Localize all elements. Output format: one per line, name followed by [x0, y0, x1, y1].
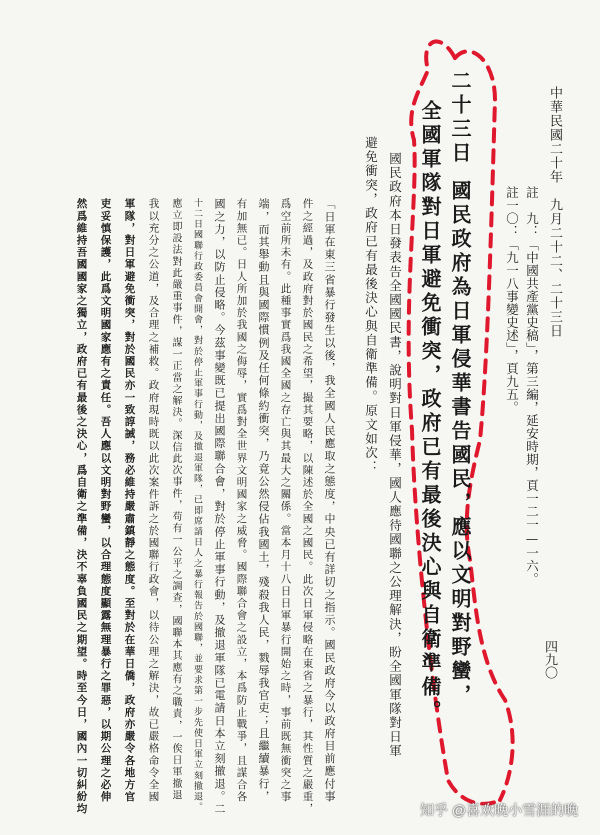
footnote-9: 註 九：「中國共產黨史稿」，第三編，延安時期，頁一二一—一六。 [524, 186, 540, 586]
page-number: 四九〇 [542, 640, 557, 679]
intro-line-2: 避免衝突，政府已有最後決心與自衛準備。原文如次： [363, 136, 379, 475]
footnote-10: 註一〇：「九一八事變史述」，頁九五。 [504, 186, 520, 414]
body-line-5: 有加無已。日人所加於我國之侮辱，實爲對全世界文明國家之威脅。國際聯合會之設立，本爲防止戰爭，且謀合各 [235, 198, 248, 803]
body-line-12: 然爲維持吾國國家之獨立，政府已有最後之決心，爲自衛之準備，決不辜負國民之期望。時至今日，國內一切糾紛均 [75, 198, 88, 816]
body-line-7: 十二日國聯行政委員會開會，對於停止軍事行動，及撤退軍隊，已即席請日人之暴行報告於國聯，並要求第一步先使日軍立刻撤退。 [192, 198, 202, 813]
entry-heading-line1: 國民政府為日軍侵華書告國民，應以文明對野蠻， [448, 180, 472, 708]
body-line-8: 應立即設法對此嚴重事件，謀一正當之解決。深信此次事件，苟有一公平之調查，國聯本其應有之職責，一俟日軍撤退 [170, 198, 181, 802]
entry-date: 二十三日 [448, 70, 472, 166]
body-line-3: 爲空前所未有。此種事實爲我國全國之存亡與其最大之關係。當本月十八日日軍暴行開始之時，事前既無衝突之事 [279, 198, 292, 803]
watermark: 知乎 @喜欢晚小雪涯的晚 [420, 802, 579, 818]
body-line-6: 國之力，以防止侵略。今茲事變既已提出國際聯合會，對於停止軍事行動，及撤退軍隊已電請日本立刻撤退。二 [213, 198, 226, 816]
page-header: 中華民國二十年 九月二十二、二十三日 [547, 86, 562, 338]
body-line-9: 我以充分之公道，及合理之補救。政府現時既以此次案件訴之於國聯行政會，以待公理之解決，故已嚴格命令全國 [147, 198, 160, 803]
entry-heading-line2: 全國軍隊對日軍避免衝突，政府已有最後決心與自衛準備。 [418, 100, 442, 724]
body-line-10: 軍隊，對日軍避免衝突，對於國民亦一致諄誡，務必維持嚴肅鎮靜之態度。至對於在華日僑，政府亦嚴令各地方官 [123, 198, 136, 803]
intro-line-1: 國民政府本日發表告全國國民書，說明對日軍侵華，國人應待國聯之公理解決，盼全國軍隊對日軍 [387, 152, 403, 759]
body-line-1: 「日軍在東三省暴行發生以後，我全國人民應取之態度，中央已有詳切之指示。國民政府今以政府目前應付事 [323, 198, 336, 803]
body-line-4: 端，而其舉動且與國際慣例及任何條約衝突，乃竟公然侵佔我國土，殘殺我人民，戮辱我官吏；且繼續暴行， [257, 198, 270, 803]
body-line-11: 吏妥慎保護，此爲文明國家應有之責任。吾人應以文明對野蠻，以合理態度顯露無理暴行之罪惡，以期公理之必伸 [99, 198, 112, 803]
body-line-2: 件之經過，及政府對於國民之希望，撮其要略，以陳述於全國之國民。此次日軍侵略在東省之暴行，其性質之嚴重， [301, 198, 314, 816]
